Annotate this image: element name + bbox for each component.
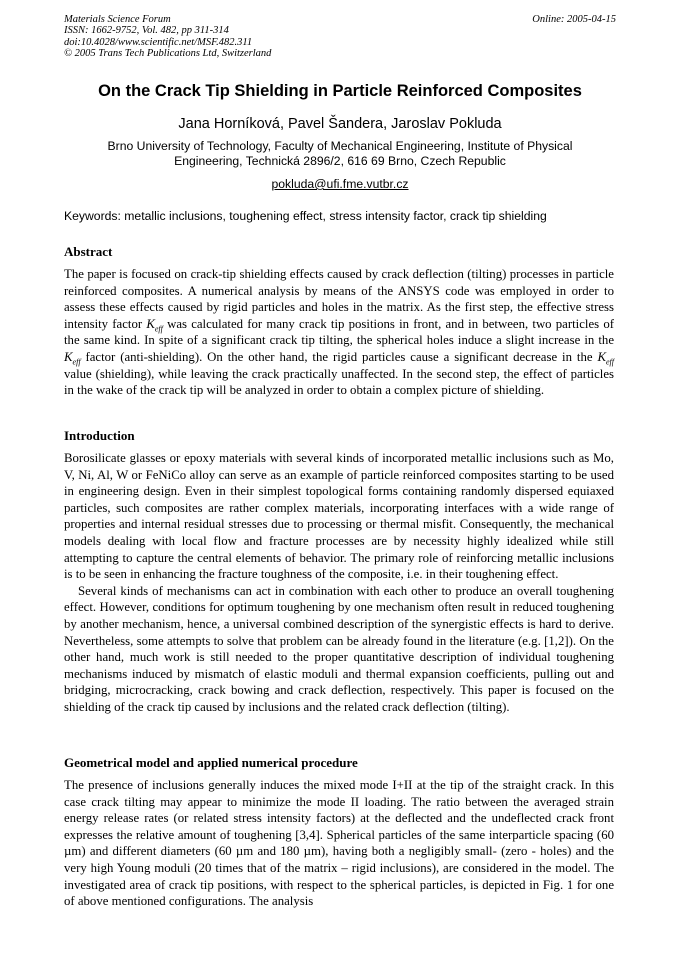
intro-paragraph-1: Borosilicate glasses or epoxy materials with several kinds of incorporated metallic inclusions such as Mo, V, Ni, Al, W or FeNiCo alloy can serve as an example of particle reinforced composites starting to be used in engineering design. Even in their simplest topological forms containing randomly dispersed equiaxed particles, such composites are rather complex materials, incorporating interfaces with a wide range of properties and internal residual stresses due to processing or thermal misfit. Consequently, the mechanical models dealing with local flow and fracture processes are by necessity highly idealized while still attempting to capture the central elements of behavior. The primary role of reinforcing metallic inclusions is to be seen in enhancing the fracture toughness of the composite, i.e. in their toughening effect. (64, 451, 614, 582)
doi: doi:10.4028/www.scientific.net/MSF.482.311 (64, 36, 253, 48)
abstract-part-1: The paper is focused on crack-tip shielding effects caused by crack deflection (tilting) processes in particle reinforced composites. A numerical analysis by means of the ANSYS code was employed in order to assess these effects caused by rigid particles and holes in the matrix. As the first step, the effective stress intensity factor (64, 267, 614, 331)
abstract-text (64, 266, 614, 399)
geometry-text: The presence of inclusions generally induces the mixed mode I+II at the tip of the straight crack. In this case crack tilting may appear to minimize the mode II loading. The ratio between the averaged strain energy release rates (or related stress intensity factors) at the deflected and the undeflected crack front expresses the relative amount of toughening [3,4]. Spherical particles of the same interparticle spacing (60 µm) and different diameters (60 µm and 180 µm), having both a negligibly small- (zero - holes) and the very high Young moduli (20 times that of the matrix – rigid inclusions), are considered in the model. The investigated area of crack tip positions, with respect to the spherical particles, is depicted in Fig. 1 for one of above mentioned configurations. The analysis (64, 778, 614, 909)
affiliation (84, 139, 596, 168)
intro-paragraph-2: Several kinds of mechanisms can act in combination with each other to produce an overall toughening effect. However, conditions for optimum toughening by one mechanism often result in reduced toughening by another mechanism, hence, a universal combined description of the synergistic effects is hard to derive. Nevertheless, some attempts to solve that problem can be already found in the literature (e.g. [1,2]). On the other hand, much work is still needed to the proper quantitative description of individual toughening mechanisms induced by mismatch of elastic moduli and thermal expansion coefficients, pulling out and bridging, microcracking, crack bowing and crack deflection, respectively. This paper is focused on the shielding of the crack tip caused by inclusions and the related crack deflection (tilting). (64, 583, 614, 714)
online-date: Online: 2005-04-15 (532, 14, 616, 25)
keywords: Keywords: metallic inclusions, toughening effect, stress intensity factor, crack tip shielding (64, 209, 547, 223)
k-eff-symbol (64, 349, 81, 367)
email (64, 177, 616, 191)
journal-name: Materials Science Forum (64, 14, 171, 25)
k-letter: K (597, 349, 606, 364)
geometry-heading: Geometrical model and applied numerical procedure (64, 755, 358, 770)
introduction-heading: Introduction (64, 428, 135, 443)
k-letter: K (64, 349, 73, 364)
authors: Jana Horníková, Pavel Šandera, Jaroslav Pokluda (178, 116, 502, 132)
abstract-heading: Abstract (64, 244, 113, 259)
journal-header (64, 14, 616, 60)
k-letter: K (146, 316, 155, 331)
eff-subscript: eff (154, 324, 163, 334)
issn: ISSN: 1662-9752, Vol. 482, pp 311-314 (64, 25, 229, 37)
k-eff-symbol (146, 316, 163, 334)
abstract-part-3: factor (anti-shielding). On the other hand, the rigid particles cause a significant decrease in the (80, 349, 598, 364)
eff-subscript: eff (72, 357, 81, 367)
copyright: © 2005 Trans Tech Publications Ltd, Switzerland (64, 48, 272, 60)
abstract-part-2: was calculated for many crack tip positions in front, and in between, two particles of the same kind. In spite of a significant crack tip tilting, the spherical holes induce a slight increase in the (64, 316, 614, 348)
affiliation-line-1: Brno University of Technology, Faculty of Mechanical Engineering, Institute of Physical (107, 139, 573, 153)
email-link[interactable]: pokluda@ufi.fme.vutbr.cz (271, 177, 409, 191)
affiliation-line-2: Engineering, Technická 2896/2, 616 69 Brno, Czech Republic (174, 153, 506, 168)
eff-subscript: eff (606, 357, 614, 367)
abstract-part-4: value (shielding), while leaving the crack practically unaffected. In the second step, the effect of particles in the wake of the crack tip will be analyzed in order to obtain a complex picture of shielding. (64, 366, 614, 398)
paper-title: On the Crack Tip Shielding in Particle Reinforced Composites (98, 82, 582, 100)
introduction-text (64, 450, 614, 716)
k-eff-symbol (597, 349, 614, 367)
